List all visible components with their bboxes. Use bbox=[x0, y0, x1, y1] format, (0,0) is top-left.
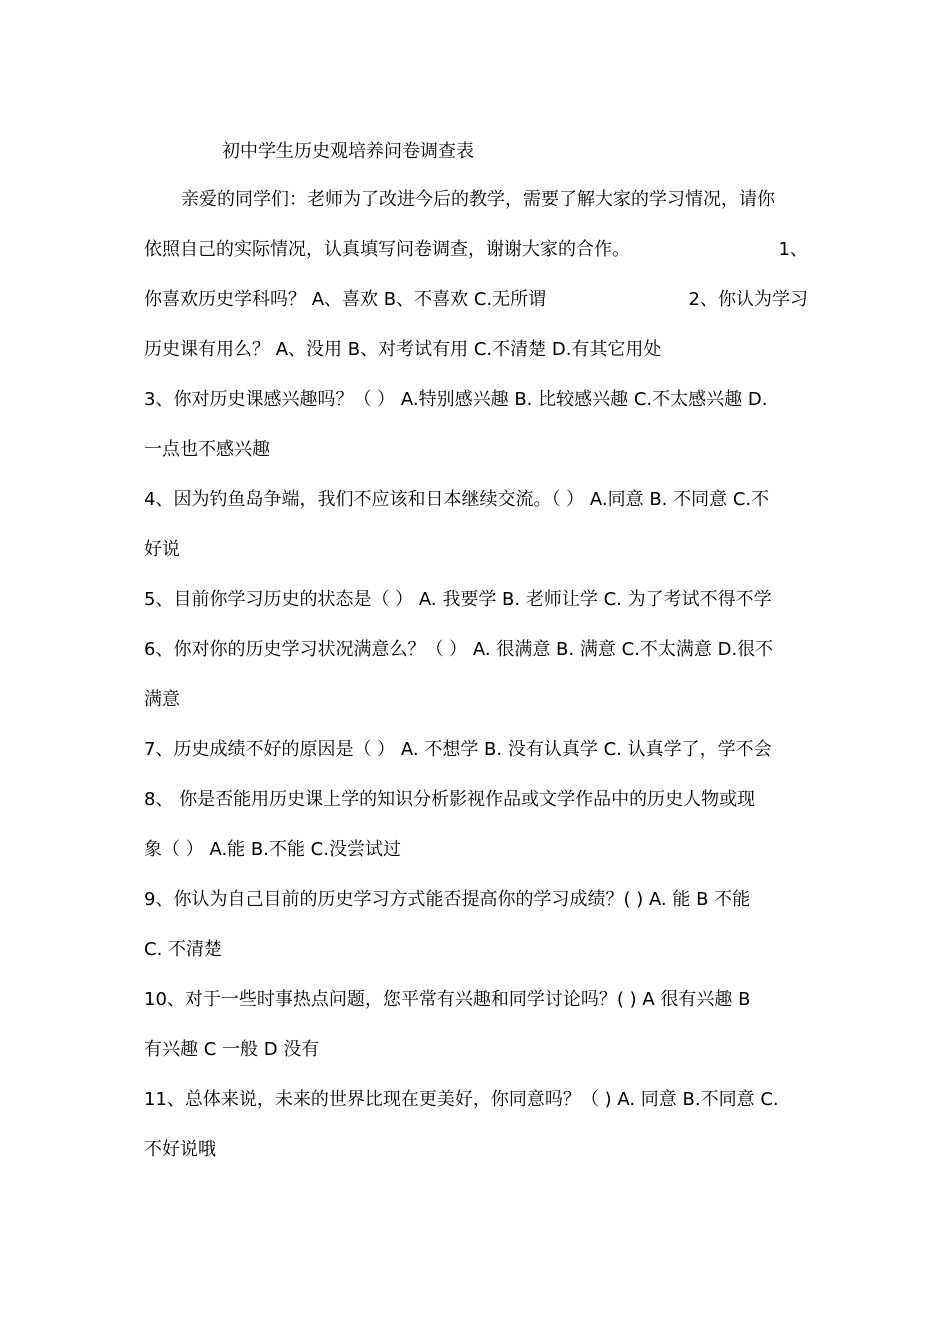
question-line bbox=[144, 1087, 808, 1113]
question-line bbox=[144, 1137, 808, 1163]
text-segment: 10、对于一些时事热点问题，您平常有兴趣和同学讨论吗？( ) A 很有兴趣 B bbox=[144, 989, 751, 1010]
question-line bbox=[144, 737, 808, 763]
question-line bbox=[144, 787, 808, 813]
text-segment: 2、你认为学习 bbox=[688, 289, 808, 310]
question-line bbox=[144, 387, 808, 413]
intro-line-2 bbox=[144, 237, 808, 263]
question-line bbox=[144, 887, 808, 913]
question-number: 1、 bbox=[778, 239, 808, 260]
question-line bbox=[144, 987, 808, 1013]
text-segment: 9、你认为自己目前的历史学习方式能否提高你的学习成绩？( ) A. 能 B 不能 bbox=[144, 889, 751, 910]
text-segment: 有兴趣 C 一般 D 没有 bbox=[144, 1039, 320, 1060]
text-segment: 3、你对历史课感兴趣吗？（ ） A.特别感兴趣 B. 比较感兴趣 C.不太感兴趣 D. bbox=[144, 389, 768, 410]
document-title: 初中学生历史观培养问卷调查表 bbox=[222, 141, 474, 162]
question-line bbox=[144, 287, 808, 313]
question-line bbox=[144, 937, 808, 963]
text-segment: 8、 你是否能用历史课上学的知识分析影视作品或文学作品中的历史人物或现 bbox=[144, 789, 756, 810]
question-line bbox=[144, 587, 808, 613]
question-line bbox=[144, 837, 808, 863]
text-segment: 亲爱的同学们：老师为了改进今后的教学，需要了解大家的学习情况，请你 bbox=[181, 189, 775, 210]
text-segment: 你喜欢历史学科吗？ A、喜欢 B、不喜欢 C.无所谓 bbox=[144, 289, 547, 310]
text-segment: 一点也不感兴趣 bbox=[144, 439, 270, 460]
question-line bbox=[144, 1037, 808, 1063]
text-segment: 不好说哦 bbox=[144, 1139, 216, 1160]
text-segment: C. 不清楚 bbox=[144, 939, 223, 960]
question-line bbox=[144, 487, 808, 513]
text-segment: 满意 bbox=[144, 689, 180, 710]
text-segment: 5、目前你学习历史的状态是（ ） A. 我要学 B. 老师让学 C. 为了考试不得不学 bbox=[144, 589, 772, 610]
text-segment: 好说 bbox=[144, 539, 180, 560]
text-segment: 7、历史成绩不好的原因是（ ） A. 不想学 B. 没有认真学 C. 认真学了，学不会 bbox=[144, 739, 772, 760]
text-segment: 4、因为钓鱼岛争端，我们不应该和日本继续交流。（ ） A.同意 B. 不同意 C.不 bbox=[144, 489, 770, 510]
text-segment: 象（ ） A.能 B.不能 C.没尝试过 bbox=[144, 839, 401, 860]
question-line bbox=[144, 337, 808, 363]
text-segment: 历史课有用么？ A、没用 B、对考试有用 C.不清楚 D.有其它用处 bbox=[144, 339, 662, 360]
question-line bbox=[144, 687, 808, 713]
intro-line-1 bbox=[181, 187, 808, 213]
question-line bbox=[144, 637, 808, 663]
text-segment: 6、你对你的历史学习状况满意么？（ ） A. 很满意 B. 满意 C.不太满意 D.很不 bbox=[144, 639, 774, 660]
question-line bbox=[144, 437, 808, 463]
question-line bbox=[144, 537, 808, 563]
text-segment: 11、总体来说，未来的世界比现在更美好，你同意吗？（ ) A. 同意 B.不同意 C. bbox=[144, 1089, 779, 1110]
text-segment: 依照自己的实际情况，认真填写问卷调查，谢谢大家的合作。 bbox=[144, 239, 630, 260]
